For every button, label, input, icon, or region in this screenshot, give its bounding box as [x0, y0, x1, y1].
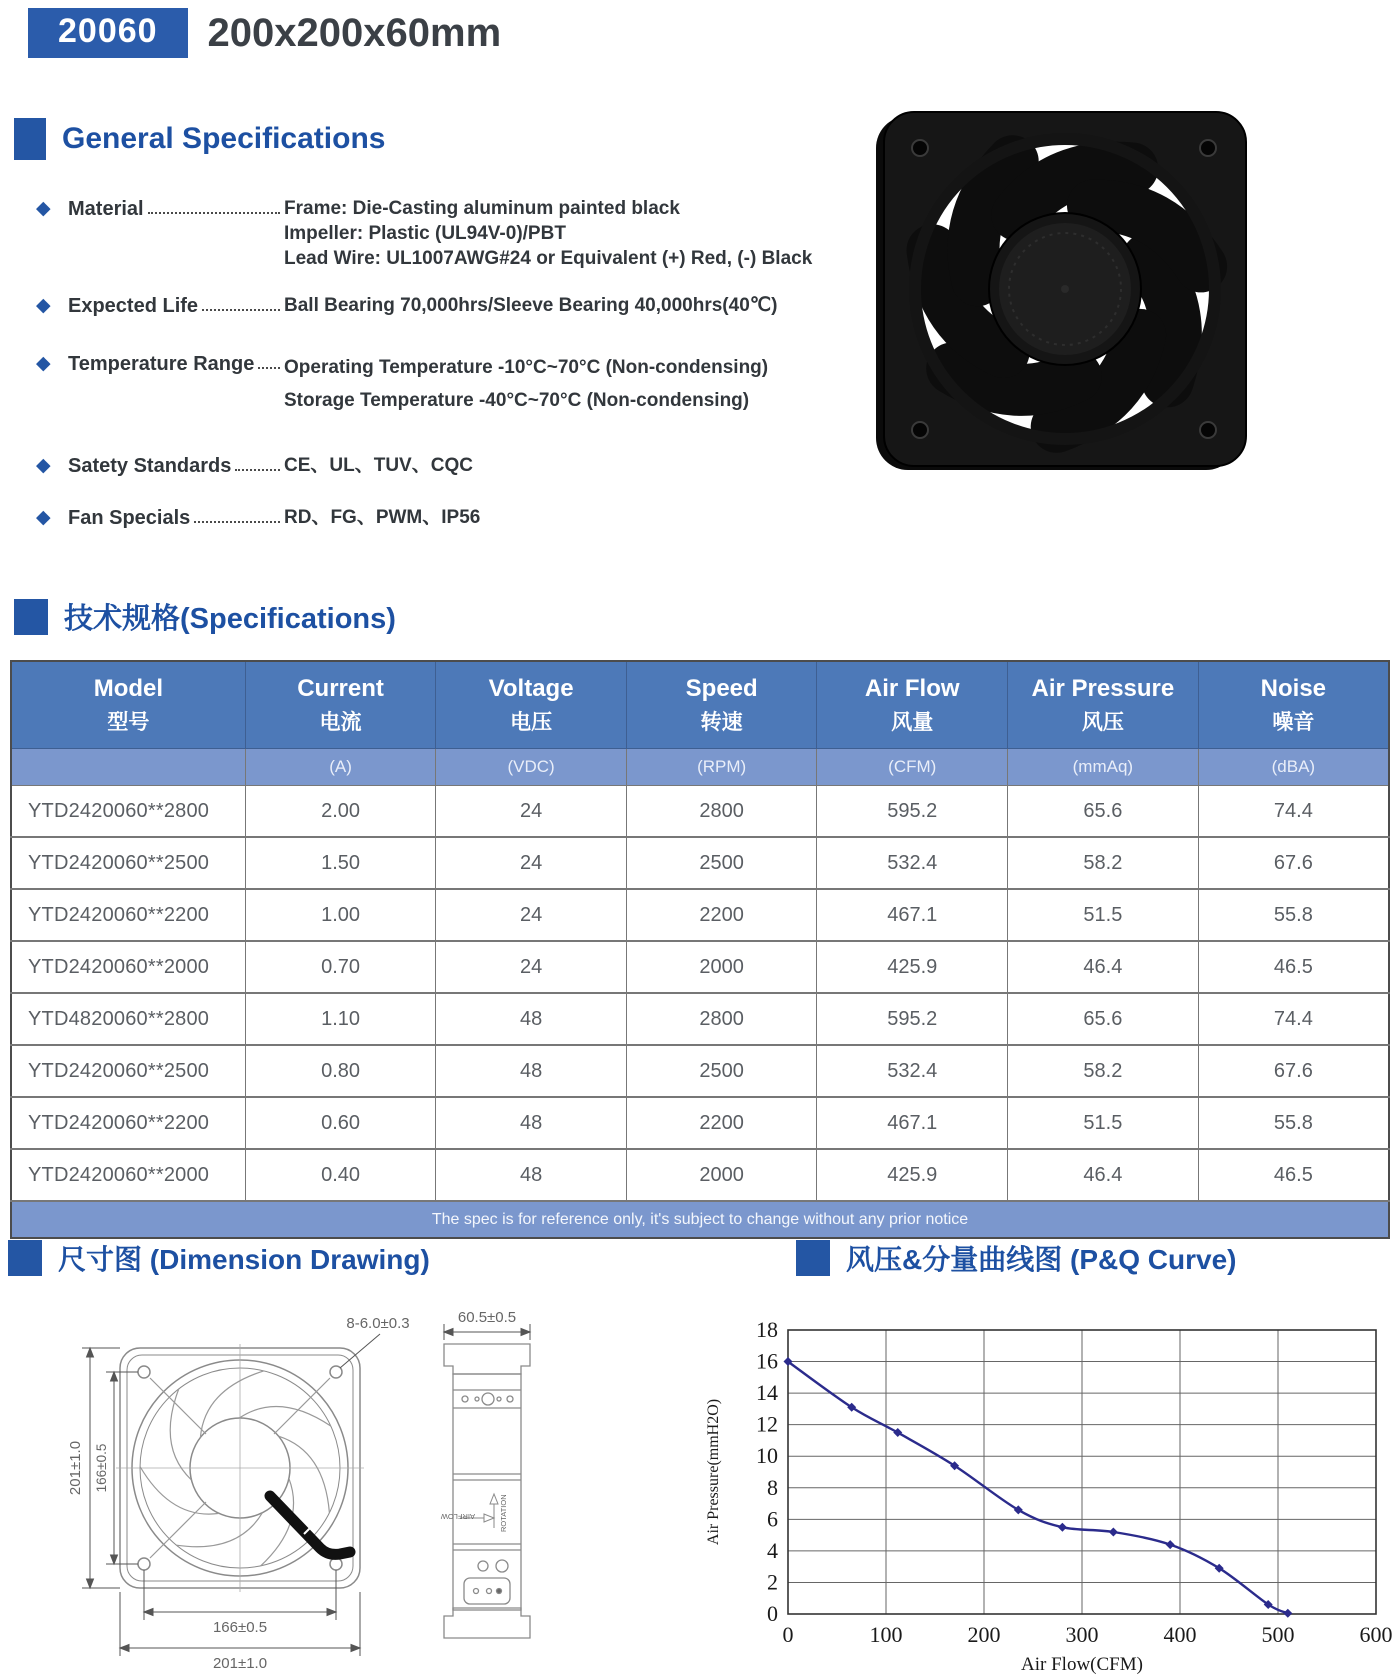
column-header-en: Speed	[685, 674, 758, 702]
x-tick-label: 600	[1359, 1622, 1393, 1647]
fan-hub-center	[1061, 285, 1069, 293]
column-header	[11, 661, 245, 749]
column-header-zh: 电流	[319, 710, 362, 734]
spec-label: Fan Specials	[68, 507, 191, 529]
y-tick-label: 18	[756, 1317, 778, 1342]
cell-airflow: 425.9	[817, 941, 1008, 993]
y-tick-label: 4	[767, 1537, 778, 1563]
cell-airflow: 467.1	[817, 1097, 1008, 1149]
cell-model: YTD4820060**2800	[11, 993, 245, 1045]
section-marker-icon	[8, 1240, 42, 1276]
cell-noise: 67.6	[1198, 837, 1389, 889]
dim-label-depth: 60.5±0.5	[457, 1309, 517, 1326]
section-marker-icon	[14, 118, 46, 160]
y-tick-label: 14	[756, 1380, 778, 1406]
mount-hole-icon	[1200, 140, 1216, 156]
cell-voltage: 24	[436, 941, 627, 993]
cell-speed: 2800	[626, 786, 817, 838]
dotted-leader-icon	[148, 212, 280, 214]
cell-voltage: 48	[436, 1149, 627, 1201]
pq-curve-chart	[692, 1292, 1400, 1676]
x-tick-label: 500	[1261, 1622, 1295, 1647]
cell-model: YTD2420060**2000	[11, 1149, 245, 1201]
cell-pressure: 65.6	[1008, 993, 1199, 1045]
column-header	[1008, 661, 1199, 749]
column-header	[817, 661, 1008, 749]
section-specs-title	[14, 596, 396, 637]
unit-cell: (mmAq)	[1008, 749, 1199, 786]
table-row	[11, 837, 1389, 889]
dim-label-holes: 8-6.0±0.3	[346, 1315, 410, 1332]
spec-label-wrap	[68, 505, 284, 531]
diamond-icon: ◆	[36, 455, 51, 476]
cell-speed: 2000	[626, 941, 817, 993]
unit-cell: (A)	[245, 749, 436, 786]
dimension-drawing	[28, 1296, 676, 1676]
cell-voltage: 24	[436, 786, 627, 838]
column-header-zh: 转速	[700, 710, 743, 734]
cell-current: 0.80	[245, 1045, 436, 1097]
column-header-en: Model	[93, 674, 164, 702]
table-row	[11, 993, 1389, 1045]
spec-label-wrap	[68, 196, 284, 222]
dotted-leader-icon	[194, 521, 280, 523]
column-header-zh: 风量	[891, 710, 934, 734]
spec-label-wrap	[68, 351, 284, 377]
cell-speed: 2800	[626, 993, 817, 1045]
spec-label: Satety Standards	[68, 455, 232, 477]
dim-label-hole-pitch-v: 166±0.5	[94, 1443, 109, 1493]
spec-value-line: RD、FG、PWM、IP56	[284, 507, 481, 528]
spec-value-line: Impeller: Plastic (UL94V-0)/PBT	[284, 223, 566, 244]
x-tick-label: 400	[1163, 1622, 1197, 1647]
specs-title: 技术规格(Specifications)	[64, 603, 396, 635]
data-point-marker	[1166, 1540, 1175, 1549]
tick-labels	[756, 1317, 1393, 1647]
cell-model: YTD2420060**2200	[11, 889, 245, 941]
table-header-row	[11, 661, 1389, 749]
cell-noise: 74.4	[1198, 786, 1389, 838]
drawn-blade-line	[170, 1389, 191, 1480]
unit-cell: (RPM)	[626, 749, 817, 786]
spec-value	[284, 293, 870, 318]
cell-airflow: 532.4	[817, 1045, 1008, 1097]
spec-item	[36, 196, 870, 271]
cell-pressure: 65.6	[1008, 786, 1199, 838]
cell-pressure: 58.2	[1008, 1045, 1199, 1097]
column-header-zh: 风压	[1081, 710, 1124, 734]
side-label-rotation: ROTATION	[499, 1494, 508, 1532]
spec-value-line: Operating Temperature -10°C~70°C (Non-condensing)	[284, 357, 769, 378]
y-tick-label: 16	[756, 1348, 778, 1374]
side-view	[444, 1344, 530, 1638]
power-cord	[270, 1496, 350, 1554]
cell-noise: 46.5	[1198, 941, 1389, 993]
model-badge: 20060	[28, 8, 188, 58]
header	[28, 8, 501, 58]
x-axis-label: Air Flow(CFM)	[1021, 1654, 1143, 1675]
spec-label: Material	[68, 198, 144, 220]
data-point-marker	[1283, 1609, 1292, 1618]
cell-pressure: 51.5	[1008, 1097, 1199, 1149]
unit-cell	[11, 749, 245, 786]
diamond-icon: ◆	[36, 353, 51, 374]
column-header-zh: 噪音	[1272, 710, 1315, 734]
cell-current: 0.70	[245, 941, 436, 993]
cell-model: YTD2420060**2000	[11, 941, 245, 993]
spec-value-line: Frame: Die-Casting aluminum painted black	[284, 198, 680, 219]
x-tick-label: 200	[967, 1622, 1001, 1647]
column-header-en: Noise	[1260, 674, 1327, 702]
spec-value	[284, 453, 870, 478]
cell-noise: 46.5	[1198, 1149, 1389, 1201]
data-point-marker	[1109, 1527, 1118, 1536]
cell-noise: 55.8	[1198, 1097, 1389, 1149]
column-header	[245, 661, 436, 749]
chart-grid	[788, 1330, 1376, 1614]
spec-value-line: CE、UL、TUV、CQC	[284, 455, 473, 476]
spec-item	[36, 293, 870, 319]
unit-cell: (dBA)	[1198, 749, 1389, 786]
mount-hole-icon	[1200, 422, 1216, 438]
cell-noise: 74.4	[1198, 993, 1389, 1045]
cell-current: 0.40	[245, 1149, 436, 1201]
spec-value	[284, 351, 870, 417]
cell-model: YTD2420060**2800	[11, 786, 245, 838]
dotted-leader-icon	[258, 367, 280, 369]
spec-label-wrap	[68, 293, 284, 319]
table-note-row	[11, 1201, 1389, 1238]
diamond-icon: ◆	[36, 295, 51, 316]
cell-speed: 2000	[626, 1149, 817, 1201]
section-general-title	[14, 118, 385, 160]
dotted-leader-icon	[202, 309, 280, 311]
spec-value-line: Ball Bearing 70,000hrs/Sleeve Bearing 40,000hrs(40℃)	[284, 295, 778, 316]
mount-hole-icon	[912, 422, 928, 438]
spec-value-line: Lead Wire: UL1007AWG#24 or Equivalent (+) Red, (-) Black	[284, 248, 813, 269]
general-title: General Specifications	[62, 122, 386, 155]
spec-value	[284, 505, 870, 530]
cell-voltage: 48	[436, 1097, 627, 1149]
table-units-row	[11, 749, 1389, 786]
cell-pressure: 51.5	[1008, 889, 1199, 941]
cell-model: YTD2420060**2500	[11, 837, 245, 889]
column-header	[436, 661, 627, 749]
cell-speed: 2500	[626, 837, 817, 889]
unit-cell: (VDC)	[436, 749, 627, 786]
column-header-zh: 型号	[107, 710, 150, 734]
column-header-en: Voltage	[488, 674, 574, 702]
table-row	[11, 1097, 1389, 1149]
cell-airflow: 425.9	[817, 1149, 1008, 1201]
table-row	[11, 786, 1389, 838]
cell-noise: 67.6	[1198, 1045, 1389, 1097]
section-marker-icon	[14, 599, 48, 635]
cell-airflow: 467.1	[817, 889, 1008, 941]
diamond-icon: ◆	[36, 507, 51, 528]
diamond-icon: ◆	[36, 198, 51, 219]
spec-item	[36, 453, 870, 479]
cell-current: 2.00	[245, 786, 436, 838]
cell-voltage: 48	[436, 993, 627, 1045]
cell-current: 1.10	[245, 993, 436, 1045]
table-row	[11, 941, 1389, 993]
cell-pressure: 58.2	[1008, 837, 1199, 889]
spec-label: Temperature Range	[68, 353, 255, 375]
spec-value	[284, 196, 870, 271]
spec-item	[36, 505, 870, 531]
cell-voltage: 24	[436, 837, 627, 889]
y-axis-label: Air Pressure(mmH2O)	[705, 1398, 722, 1546]
cell-airflow: 595.2	[817, 786, 1008, 838]
pq-title: 风压&分量曲线图 (P&Q Curve)	[846, 1244, 1237, 1275]
unit-cell: (CFM)	[817, 749, 1008, 786]
cell-model: YTD2420060**2500	[11, 1045, 245, 1097]
cell-pressure: 46.4	[1008, 1149, 1199, 1201]
table-row	[11, 1045, 1389, 1097]
column-header-en: Air Pressure	[1031, 674, 1175, 702]
cell-pressure: 46.4	[1008, 941, 1199, 993]
cell-current: 0.60	[245, 1097, 436, 1149]
dotted-leader-icon	[235, 469, 280, 471]
dim-label-width: 201±1.0	[212, 1655, 268, 1672]
column-header-en: Air Flow	[864, 674, 960, 702]
spec-table	[10, 660, 1390, 1239]
cell-voltage: 24	[436, 889, 627, 941]
cell-airflow: 532.4	[817, 837, 1008, 889]
section-marker-icon	[796, 1240, 830, 1276]
section-pq-title	[796, 1238, 1236, 1278]
spec-label-wrap	[68, 453, 284, 479]
spec-value-line: Storage Temperature -40°C~70°C (Non-condensing)	[284, 390, 750, 411]
cell-model: YTD2420060**2200	[11, 1097, 245, 1149]
table-note: The spec is for reference only, it's subject to change without any prior notice	[11, 1201, 1389, 1238]
y-tick-label: 0	[767, 1601, 778, 1626]
y-tick-label: 6	[767, 1506, 778, 1532]
cell-noise: 55.8	[1198, 889, 1389, 941]
page-title: 200x200x60mm	[207, 10, 502, 55]
cell-current: 1.50	[245, 837, 436, 889]
column-header-zh: 电压	[510, 710, 553, 734]
dimension-title: 尺寸图 (Dimension Drawing)	[58, 1244, 430, 1275]
spec-item	[36, 351, 870, 417]
x-tick-label: 100	[869, 1622, 903, 1647]
y-tick-label: 2	[767, 1569, 778, 1595]
x-tick-label: 300	[1065, 1622, 1099, 1647]
spec-label: Expected Life	[68, 295, 199, 317]
mount-hole-icon	[912, 140, 928, 156]
drawn-blade-line	[140, 1467, 219, 1515]
side-label-airflow: AIRFLOW	[440, 1512, 475, 1521]
cell-voltage: 48	[436, 1045, 627, 1097]
fan-product-photo	[868, 100, 1268, 486]
column-header-en: Current	[297, 674, 384, 702]
section-dimension-title	[8, 1238, 430, 1278]
column-header	[1198, 661, 1389, 749]
dim-label-hole-pitch-h: 166±0.5	[212, 1619, 268, 1636]
table-row	[11, 889, 1389, 941]
cell-speed: 2200	[626, 889, 817, 941]
x-tick-label: 0	[782, 1622, 794, 1647]
general-spec-list	[36, 196, 870, 531]
cell-speed: 2500	[626, 1045, 817, 1097]
cell-current: 1.00	[245, 889, 436, 941]
dim-label-height: 201±1.0	[67, 1440, 84, 1496]
y-tick-label: 10	[756, 1443, 778, 1469]
column-header	[626, 661, 817, 749]
data-point-marker	[1058, 1523, 1067, 1532]
y-tick-label: 12	[756, 1411, 778, 1437]
table-row	[11, 1149, 1389, 1201]
cell-airflow: 595.2	[817, 993, 1008, 1045]
cell-speed: 2200	[626, 1097, 817, 1149]
y-tick-label: 8	[767, 1474, 778, 1500]
